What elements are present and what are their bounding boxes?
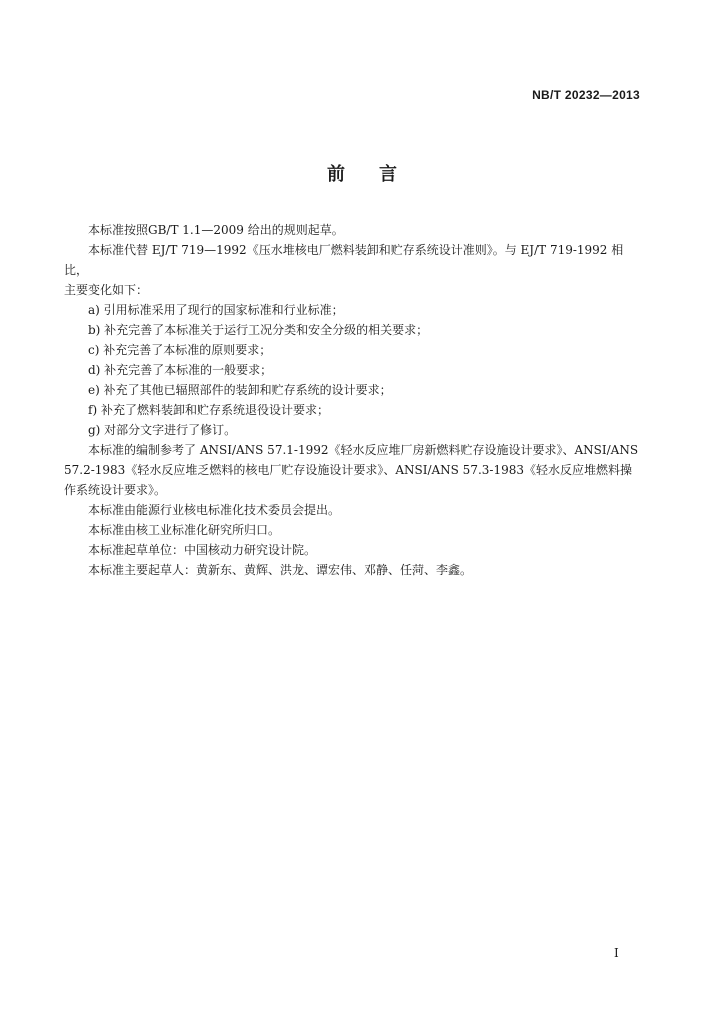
list-item-c: c) 补充完善了本标准的原则要求； [88,343,272,357]
title-char-1: 前 [327,164,345,185]
page-number: I [614,946,619,960]
paragraph-drafters: 本标准主要起草人：黄新东、黄辉、洪龙、谭宏伟、邓静、任菏、李鑫。 [88,563,473,577]
paragraph-references-2: 57.2-1983《轻水反应堆乏燃料的核电厂贮存设施设计要求》、ANSI/ANS 57.3-1983《轻水反应堆燃料操 [64,463,632,477]
list-item-b: b) 补充完善了本标准关于运行工况分类和安全分级的相关要求； [88,323,429,337]
title-char-2: 言 [379,164,397,185]
paragraph-proposed-by: 本标准由能源行业核电标准化技术委员会提出。 [88,503,341,517]
list-item-f: f) 补充了燃料装卸和贮存系统退役设计要求； [88,403,329,417]
paragraph-main-changes: 主要变化如下： [64,283,149,297]
list-item-e: e) 补充了其他已辐照部件的装卸和贮存系统的设计要求； [88,383,392,397]
paragraph-drafting-unit: 本标准起草单位：中国核动力研究设计院。 [88,543,317,557]
page-title [0,160,724,186]
list-item-g: g) 对部分文字进行了修订。 [88,423,237,437]
paragraph-references-1: 本标准的编制参考了 ANSI/ANS 57.1-1992《轻水反应堆厂房新燃料贮存设施设计要求》、ANSI/ANS [88,443,639,457]
paragraph-replaces: 本标准代替 EJ/T 719—1992《压水堆核电厂燃料装卸和贮存系统设计准则》。与 EJ/T 719-1992 相比， [64,243,624,277]
foreword-body [64,220,646,580]
paragraph-centralized-by: 本标准由核工业标准化研究所归口。 [88,523,281,537]
list-item-a: a) 引用标准采用了现行的国家标准和行业标准； [88,303,344,317]
paragraph-references-3: 作系统设计要求》。 [64,483,167,497]
paragraph-drafting-rules: 本标准按照GB/T 1.1—2009 给出的规则起草。 [88,223,344,237]
list-item-d: d) 补充完善了本标准的一般要求； [88,363,273,377]
standard-code: NB/T 20232—2013 [532,88,640,102]
